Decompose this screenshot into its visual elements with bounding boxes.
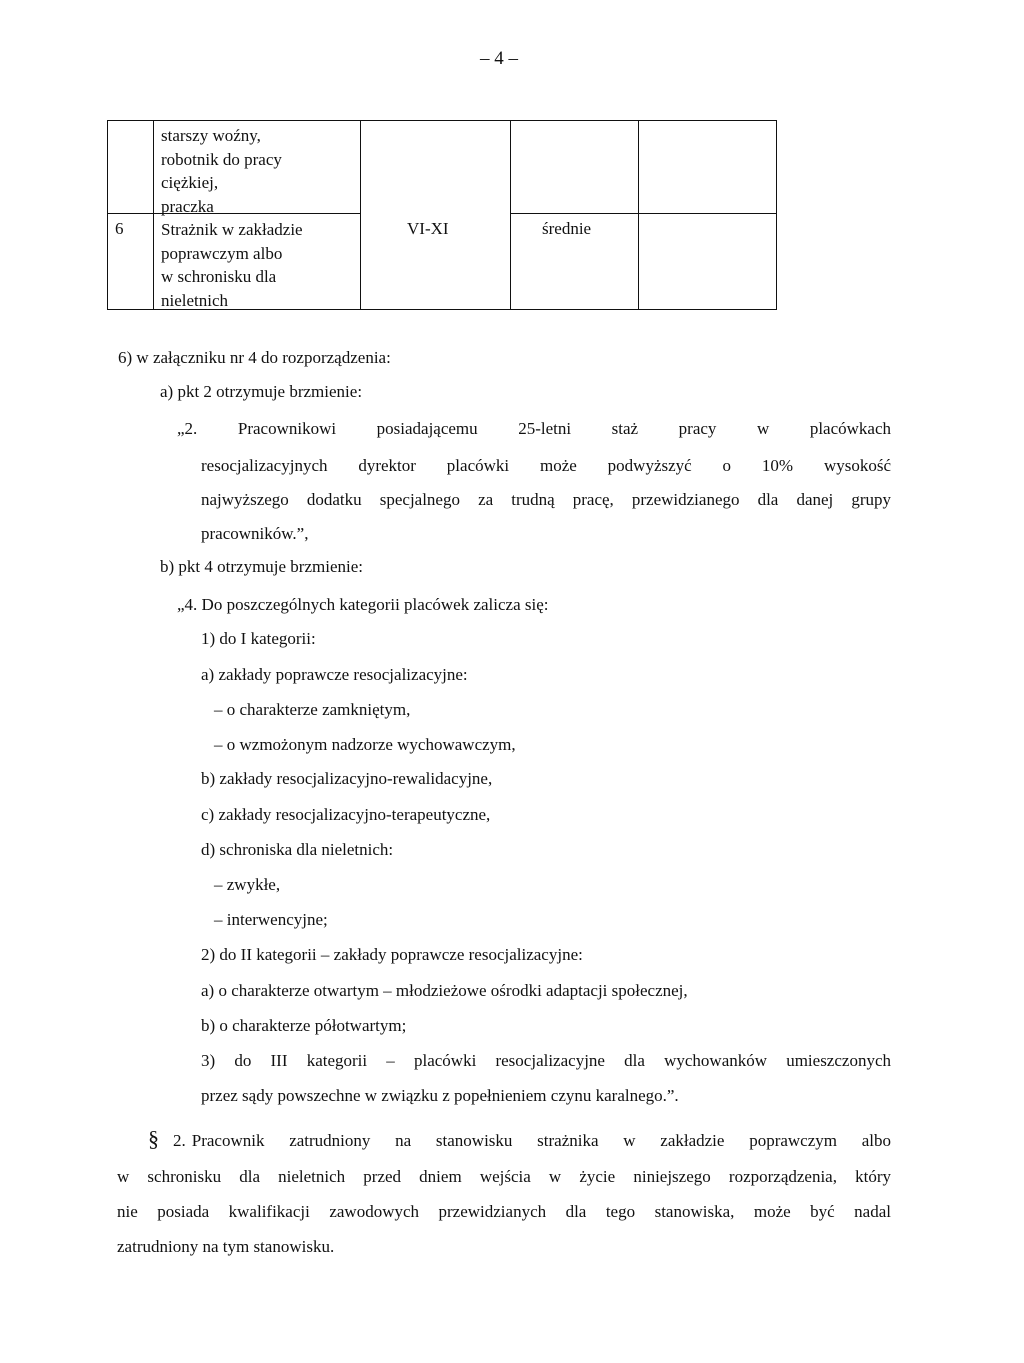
position-name: Strażnik w zakładzie	[161, 220, 303, 239]
section-2-first-line	[148, 1128, 891, 1152]
category-1d-item: – interwencyjne;	[214, 910, 328, 929]
position-name: nieletnich	[161, 290, 229, 310]
category-1b: b) zakłady resocjalizacyjno-rewalidacyjne,	[201, 769, 493, 788]
table-top-border	[107, 120, 777, 121]
category-1c: c) zakłady resocjalizacyjno-terapeutyczne,	[201, 805, 491, 824]
section-2-line-4: zatrudniony na tym stanowisku.	[117, 1237, 335, 1256]
section-2-line-2: w schronisku dla nieletnich przed dniem wejścia w życie niniejszego rozporządzenia, który	[117, 1167, 891, 1186]
item-6b-heading: b) pkt 4 otrzymuje brzmienie:	[160, 557, 363, 576]
category-1a-item: – o wzmożonym nadzorze wychowawczym,	[214, 735, 516, 754]
position-name: robotnik do pracy	[161, 149, 282, 169]
category-2b: b) o charakterze półotwartym;	[201, 1016, 407, 1035]
category-2a: a) o charakterze otwartym – młodzieżowe ośrodki adaptacji społecznej,	[201, 981, 688, 1000]
table-cell-group: VI-XI	[407, 219, 449, 238]
table-col-divider	[510, 120, 511, 310]
quote-2-line-1: „2. Pracownikowi posiadającemu 25-letni staż pracy w placówkach	[177, 419, 891, 438]
position-name: poprawczym albo	[161, 243, 283, 263]
paragraph-sign: §	[148, 1126, 159, 1151]
table-col-divider	[638, 120, 639, 310]
section-number: 2.	[173, 1131, 186, 1150]
category-3-line-2: przez sądy powszechne w związku z popełnieniem czynu karalnego.”.	[201, 1086, 679, 1105]
item-6-heading: 6) w załączniku nr 4 do rozporządzenia:	[118, 348, 391, 367]
position-name: starszy woźny,	[161, 126, 261, 145]
category-1a-item: – o charakterze zamkniętym,	[214, 700, 411, 719]
page-number: – 4 –	[480, 48, 518, 69]
row-divider	[510, 213, 777, 214]
category-1a: a) zakłady poprawcze resocjalizacyjne:	[201, 665, 468, 684]
quote-2-line-4: pracowników.”,	[201, 524, 309, 543]
category-1d: d) schroniska dla nieletnich:	[201, 840, 394, 859]
section-2-line-3: nie posiada kwalifikacji zawodowych przewidzianych dla tego stanowiska, może być nadal	[117, 1202, 891, 1221]
item-6a-heading: a) pkt 2 otrzymuje brzmienie:	[160, 382, 363, 401]
section-2-line-1: Pracownik zatrudniony na stanowisku strażnika w zakładzie poprawczym albo	[191, 1131, 891, 1150]
table-border-right	[776, 120, 777, 310]
table-col-divider	[153, 120, 154, 310]
category-1d-item: – zwykłe,	[214, 875, 281, 894]
position-name: ciężkiej,	[161, 173, 219, 192]
position-name: praczka	[161, 196, 214, 216]
category-1: 1) do I kategorii:	[201, 629, 316, 648]
quote-2-line-3: najwyższego dodatku specjalnego za trudną pracę, przewidzianego dla danej grupy	[201, 490, 891, 509]
table-border-left	[107, 120, 108, 310]
table-cell-position-names	[161, 124, 356, 312]
table-col-divider	[360, 120, 361, 310]
position-name: w schronisku dla	[161, 267, 277, 286]
quote-4-intro: „4. Do poszczególnych kategorii placówek zalicza się:	[177, 595, 549, 614]
table-cell-education: średnie	[542, 219, 592, 238]
quote-2-line-2: resocjalizacyjnych dyrektor placówki może podwyższyć o 10% wysokość	[201, 456, 891, 475]
category-3-line-1: 3) do III kategorii – placówki resocjalizacyjne dla wychowanków umieszczonych	[201, 1051, 891, 1070]
table-cell-lp: 6	[115, 219, 124, 238]
category-2: 2) do II kategorii – zakłady poprawcze resocjalizacyjne:	[201, 945, 583, 964]
salary-table	[107, 120, 777, 310]
